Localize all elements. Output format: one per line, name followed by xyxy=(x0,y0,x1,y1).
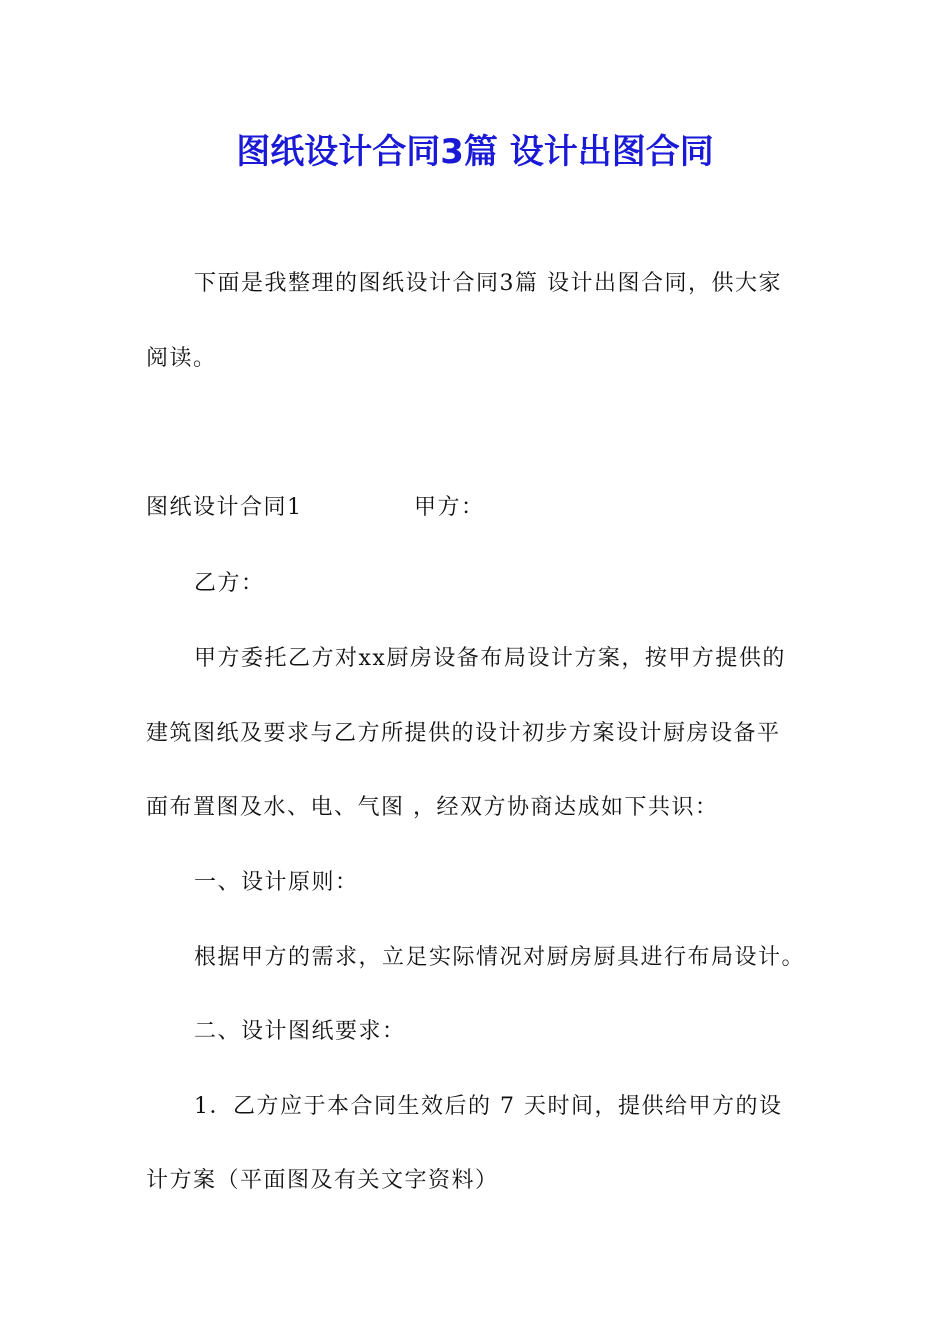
intro-line-1: 下面是我整理的图纸设计合同3篇 设计出图合同，供大家 xyxy=(194,271,782,296)
clause-1-heading: 一、设计原则： xyxy=(194,870,359,895)
paragraph-1-line-1: 甲方委托乙方对xx厨房设备布局设计方案，按甲方提供的 xyxy=(194,646,786,671)
clause-2-item-1-line-1: 1．乙方应于本合同生效后的 7 天时间，提供给甲方的设 xyxy=(194,1094,783,1119)
paragraph-1-line-2: 建筑图纸及要求与乙方所提供的设计初步方案设计厨房设备平 xyxy=(146,721,781,746)
document-title: 图纸设计合同3篇 设计出图合同 xyxy=(236,132,714,172)
section-heading: 图纸设计合同1 xyxy=(146,495,303,520)
clause-1-body: 根据甲方的需求，立足实际情况对厨房厨具进行布局设计。 xyxy=(194,945,806,970)
intro-line-2: 阅读。 xyxy=(146,346,217,371)
clause-2-item-1-line-2: 计方案（平面图及有关文字资料） xyxy=(146,1168,499,1193)
clause-2-heading: 二、设计图纸要求： xyxy=(194,1019,406,1044)
party-b-label: 乙方： xyxy=(194,571,265,596)
party-a-label: 甲方： xyxy=(414,495,485,520)
paragraph-1-line-3: 面布置图及水、电、气图 ，经双方协商达成如下共识： xyxy=(146,795,719,820)
